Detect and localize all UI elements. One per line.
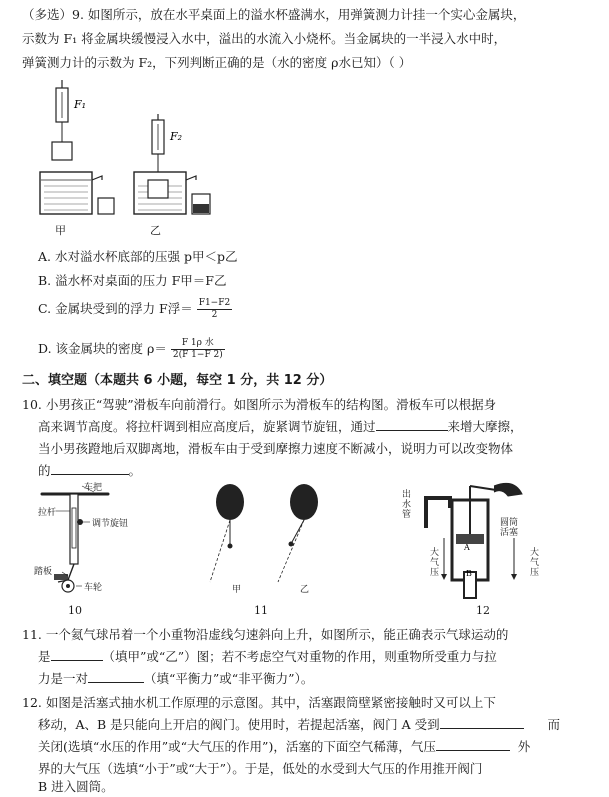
pump-figure [404,478,554,603]
spring-scale-yi [152,114,164,180]
option-d-denominator: 2(F 1−F 2) [172,350,223,360]
pump-piston-label: 圆筒活塞 [500,518,519,538]
q11-blank-2[interactable] [88,670,144,683]
pump-outlet-label: 出水管 [402,490,412,520]
metal-block-yi [148,180,168,198]
q12-line-2: 移动，A、B 是只能向上开启的阀门。使用时，若提起活塞，阀门 A 受到 而 [38,717,561,732]
figure-12-caption: 12 [476,604,490,617]
f2-label: F₂ [170,130,183,143]
figure-11-caption: 11 [254,604,268,617]
q11-line-2: 是 （填甲”或“乙”）图；若不考虑空气对重物的作用，则重物所受重力与拉 [38,649,497,664]
q10-blank-1[interactable] [376,418,448,431]
q9-option-c: C. 金属块受到的浮力 F浮＝ $\frac{F1-F2}{2}$ [38,298,231,320]
scooter-rod-label: 拉杆 [38,508,57,518]
pump-atm-left-label: 大气压 [430,548,440,578]
section-two-title: 二、填空题（本题共 6 小题，每空 1 分，共 12 分） [22,373,333,388]
q10-blank-2[interactable] [51,462,129,475]
overflow-cup-jia [40,172,114,214]
metal-block-jia [52,142,72,160]
q10-line-3: 当小男孩蹬地后双脚离地，滑板车由于受到摩擦力速度不断减小，说明力可以改变物体 [38,441,514,456]
scooter-knob-label: 调节旋钮 [92,519,129,529]
figure-10-caption: 10 [68,604,82,617]
q12-blank-2[interactable] [436,738,510,751]
overflow-cup-figure [30,80,220,230]
q11-line-1: 11. 一个氦气球吊着一个小重物沿虚线匀速斜向上升，如图所示，能正确表示气球运动的 [22,627,509,642]
balloon-jia [210,484,244,582]
fig-label-yi: 乙 [150,224,161,237]
q12-line-1: 12. 如图是活塞式抽水机工作原理的示意图。其中，活塞跟筒壁紧密接触时又可以上下 [22,695,496,710]
q10-line-1: 10. 小男孩正“驾驶”滑板车向前滑行。如图所示为滑板车的结构图。滑板车可以根据身 [22,397,497,412]
q12-line-4: 界的大气压（选填“小于”或“大于”）。于是，低处的水受到大气压的作用推开阀门 [38,761,483,776]
q11-line-3: 力是一对 （填“平衡力”或“非平衡力”）。 [38,671,314,686]
balloon-figure [200,478,340,598]
option-d-numerator: F 1ρ 水 [171,338,225,350]
f1-label: F₁ [74,98,87,111]
spring-scale-jia [52,80,72,160]
balloon-label-jia: 甲 [232,585,242,595]
pump-valve-a: A [464,543,470,552]
fig-label-jia: 甲 [55,224,66,237]
q11-blank-1[interactable] [51,648,103,661]
scooter-handlebar-label: 车把 [84,483,103,493]
option-c-denominator: 2 [211,310,218,320]
overflow-cup-yi [134,172,210,214]
q9-line-2: 示数为 F₁ 将金属块缓慢浸入水中，溢出的水流入小烧杯。当金属块的一半浸入水中时， [22,31,507,46]
balloon-label-yi: 乙 [300,585,310,595]
pump-atm-right-label: 大气压 [530,548,540,578]
pump-valve-b: B [466,569,472,578]
q9-line-3: 弹簧测力计的示数为 F₂，下列判断正确的是（水的密度 ρ水已知）（ ） [22,55,412,70]
scooter-wheel-label: 车轮 [84,583,103,593]
option-c-numerator: F1−F2 [198,298,231,308]
q12-line-3: 关闭(选填“水压的作用”或“大气压的作用”)，活塞的下面空气稀薄，气压 外 [38,739,531,754]
q9-option-d: D. 该金属块的密度 ρ＝ $\frac{\text{F 1ρ 水}}{2(F 1-F 2)}$ [38,338,223,360]
q9-option-a: A. 水对溢水杯底部的压强 p甲＜p乙 [38,249,238,264]
q12-line-5: B 进入圆筒。 [38,779,114,794]
q10-line-2: 高来调节高度。将拉杆调到相应高度后，旋紧调节旋钮，通过 来增大摩擦， [38,419,523,434]
q10-line-4: 的 。 [38,463,142,478]
scooter-deck-label: 踏板 [34,567,53,577]
balloon-yi [278,484,318,582]
q9-option-b: B. 溢水杯对桌面的压力 F甲＝F乙 [38,273,227,288]
q12-blank-1[interactable] [440,716,524,729]
q9-line-1: （多选）9. 如图所示，放在水平桌面上的溢水杯盛满水，用弹簧测力计挂一个实心金属块， [22,7,526,22]
